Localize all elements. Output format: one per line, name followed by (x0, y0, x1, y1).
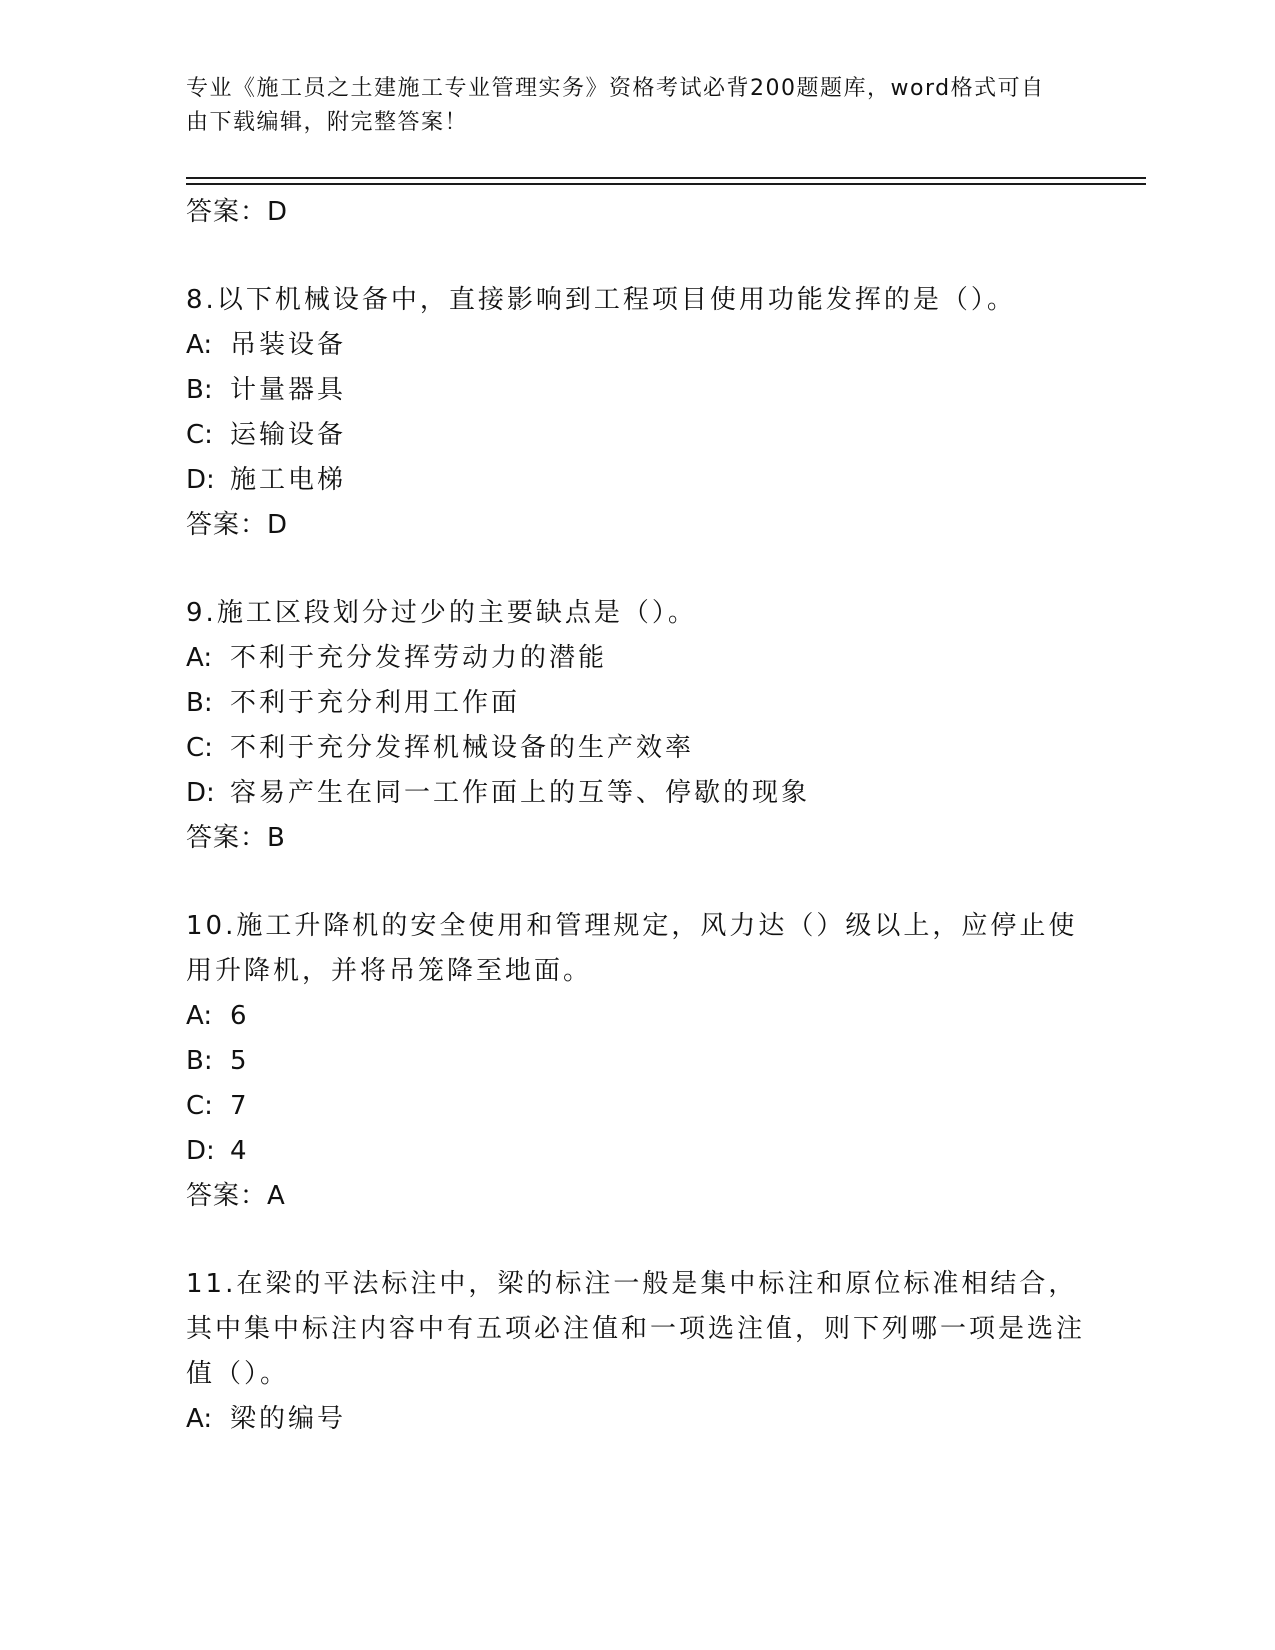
answer-line (186, 190, 1086, 234)
question-text: 施工升降机的安全使用和管理规定，风力达（）级以上，应停止使用升降机，并将吊笼降至地面。 (186, 911, 1078, 986)
option-letter: C: (186, 733, 213, 763)
option-text: 不利于充分发挥机械设备的生产效率 (230, 733, 695, 763)
question-number: 11. (186, 1269, 237, 1299)
option-letter: B: (186, 1046, 213, 1076)
option-text: 不利于充分利用工作面 (230, 688, 521, 718)
option-d (186, 1129, 1086, 1174)
option-d (186, 771, 1086, 816)
question-number: 10. (186, 911, 237, 941)
option-text: 不利于充分发挥劳动力的潜能 (230, 643, 608, 673)
option-text: 6 (230, 1001, 250, 1031)
option-text: 吊装设备 (230, 330, 347, 360)
option-c (186, 1084, 1086, 1129)
question-10 (186, 904, 1086, 994)
answer-value: D (267, 197, 289, 227)
option-text: 4 (230, 1136, 250, 1166)
question-text: 在梁的平法标注中，梁的标注一般是集中标注和原位标准相结合，其中集中标注内容中有五项必注值和一项选注值，则下列哪一项是选注值（）。 (186, 1269, 1086, 1389)
option-text: 7 (230, 1091, 250, 1121)
option-text: 容易产生在同一工作面上的互等、停歇的现象 (230, 778, 811, 808)
option-d (186, 458, 1086, 503)
spacer (186, 234, 1086, 278)
option-b (186, 681, 1086, 726)
option-b (186, 1039, 1086, 1084)
answer-label: 答案： (186, 197, 268, 227)
answer-label: 答案： (186, 823, 268, 853)
question-11 (186, 1262, 1086, 1397)
answer-value: B (267, 823, 286, 853)
option-letter: D: (186, 465, 215, 495)
option-b (186, 368, 1086, 413)
question-8 (186, 278, 1086, 323)
option-letter: D: (186, 778, 215, 808)
option-a (186, 1397, 1086, 1442)
question-number: 9. (186, 598, 217, 628)
option-text: 运输设备 (230, 420, 347, 450)
answer-label: 答案： (186, 510, 268, 540)
spacer (186, 860, 1086, 904)
option-text: 施工电梯 (230, 465, 347, 495)
document-body (186, 190, 1086, 1442)
option-text: 计量器具 (230, 375, 347, 405)
option-letter: A: (186, 330, 213, 360)
answer-line (186, 1174, 1086, 1218)
option-letter: B: (186, 688, 213, 718)
question-9 (186, 591, 1086, 636)
option-a (186, 994, 1086, 1039)
answer-value: D (267, 510, 289, 540)
answer-value: A (267, 1181, 286, 1211)
option-letter: B: (186, 375, 213, 405)
option-a (186, 636, 1086, 681)
option-letter: D: (186, 1136, 215, 1166)
answer-label: 答案： (186, 1181, 268, 1211)
option-letter: A: (186, 1001, 213, 1031)
answer-line (186, 816, 1086, 860)
option-text: 梁的编号 (230, 1404, 347, 1434)
option-letter: C: (186, 420, 213, 450)
option-c (186, 726, 1086, 771)
option-letter: A: (186, 1404, 213, 1434)
page-header: 专业《施工员之土建施工专业管理实务》资格考试必背200题题库，word格式可自由下载编辑，附完整答案！ (186, 76, 1045, 135)
option-letter: A: (186, 643, 213, 673)
header-rule-bottom (186, 183, 1146, 185)
option-a (186, 323, 1086, 368)
header-rule-top (186, 177, 1146, 179)
spacer (186, 547, 1086, 591)
option-letter: C: (186, 1091, 213, 1121)
option-text: 5 (230, 1046, 250, 1076)
option-c (186, 413, 1086, 458)
spacer (186, 1218, 1086, 1262)
question-number: 8. (186, 285, 217, 315)
question-text: 以下机械设备中，直接影响到工程项目使用功能发挥的是（）。 (216, 285, 1016, 315)
answer-line (186, 503, 1086, 547)
question-text: 施工区段划分过少的主要缺点是（）。 (216, 598, 697, 628)
